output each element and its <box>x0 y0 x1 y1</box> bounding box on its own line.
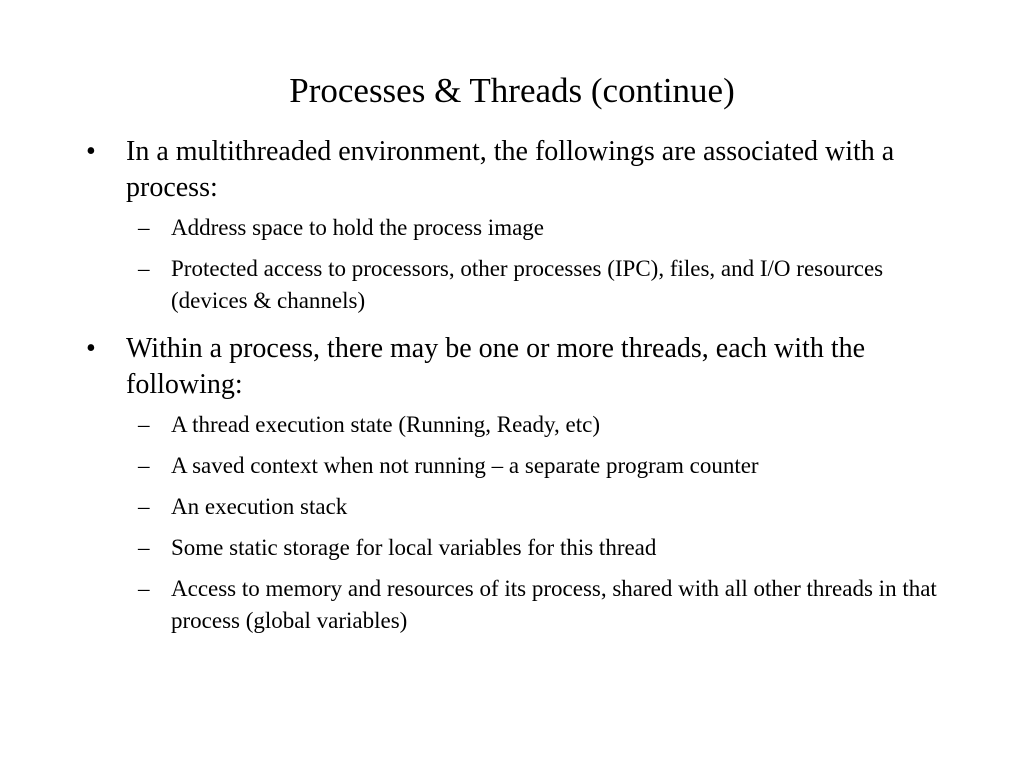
sub-bullet-text: Access to memory and resources of its process, shared with all other threads in that process (global variables) <box>171 576 937 633</box>
sub-bullet-item <box>86 212 946 244</box>
sub-bullet-item <box>86 450 946 482</box>
slide-content <box>86 134 946 646</box>
bullet-text: Within a process, there may be one or more threads, each with the following: <box>126 333 866 400</box>
bullet-marker: • <box>86 136 96 167</box>
slide-title: Processes & Threads (continue) <box>289 71 735 110</box>
dash-marker: – <box>138 535 150 560</box>
sub-bullet-text: Some static storage for local variables for this thread <box>171 535 657 560</box>
dash-marker: – <box>138 494 150 519</box>
dash-marker: – <box>138 412 150 437</box>
sub-bullet-item <box>86 573 946 637</box>
sub-bullet-text: Address space to hold the process image <box>171 215 545 240</box>
sub-bullet-text: An execution stack <box>171 494 348 519</box>
bullet-marker: • <box>86 333 96 364</box>
dash-marker: – <box>138 256 150 281</box>
sub-bullet-text: Protected access to processors, other processes (IPC), files, and I/O resources (devices & channels) <box>171 256 884 313</box>
dash-marker: – <box>138 453 150 478</box>
sub-bullet-item <box>86 532 946 564</box>
dash-marker: – <box>138 576 150 601</box>
sub-bullet-text: A thread execution state (Running, Ready, etc) <box>171 412 600 437</box>
dash-marker: – <box>138 215 150 240</box>
sub-bullet-item <box>86 253 946 317</box>
bullet-item <box>86 134 946 206</box>
bullet-text: In a multithreaded environment, the followings are associated with a process: <box>126 136 895 203</box>
sub-bullet-item <box>86 409 946 441</box>
sub-bullet-item <box>86 491 946 523</box>
sub-bullet-text: A saved context when not running – a separate program counter <box>171 453 759 478</box>
bullet-item <box>86 331 946 403</box>
